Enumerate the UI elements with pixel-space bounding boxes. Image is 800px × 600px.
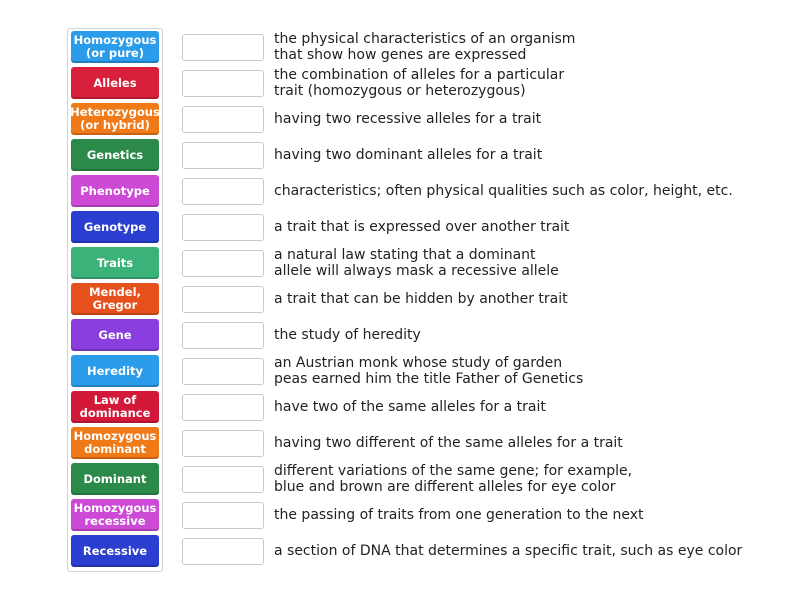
drop-slot-6[interactable] [182, 214, 264, 241]
tile-dominant[interactable]: Dominant [71, 463, 159, 495]
drop-slot-14[interactable] [182, 502, 264, 529]
tile-genetics[interactable]: Genetics [71, 139, 159, 171]
description-line: a section of DNA that determines a specific trait, such as eye color [274, 542, 743, 559]
tile-recessive[interactable]: Recessive [71, 535, 159, 567]
tile-homozygous-dominant[interactable]: Homozygous dominant [71, 427, 159, 459]
description-13 [274, 461, 784, 497]
tile-alleles[interactable]: Alleles [71, 67, 159, 99]
tile-mendel-gregor[interactable]: Mendel, Gregor [71, 283, 159, 315]
description-line: a natural law stating that a dominant [274, 246, 536, 263]
description-line: the passing of traits from one generation to the next [274, 506, 644, 523]
description-3 [274, 101, 784, 137]
description-line: that show how genes are expressed [274, 47, 527, 63]
drop-slot-12[interactable] [182, 430, 264, 457]
description-line: trait (homozygous or heterozygous) [274, 83, 526, 99]
tile-genotype[interactable]: Genotype [71, 211, 159, 243]
tile-traits[interactable]: Traits [71, 247, 159, 279]
tile-heterozygous-or-hybrid[interactable]: Heterozygous (or hybrid) [71, 103, 159, 135]
description-line: peas earned him the title Father of Genetics [274, 371, 584, 387]
description-line: a trait that is expressed over another trait [274, 218, 570, 235]
tile-homozygous-recessive[interactable]: Homozygous recessive [71, 499, 159, 531]
description-line: the study of heredity [274, 326, 421, 343]
tile-heredity[interactable]: Heredity [71, 355, 159, 387]
description-line: blue and brown are different alleles for eye color [274, 479, 616, 495]
description-line: characteristics; often physical qualities such as color, height, etc. [274, 182, 733, 199]
drop-slot-10[interactable] [182, 358, 264, 385]
description-6 [274, 209, 784, 245]
description-7 [274, 245, 784, 281]
description-14 [274, 497, 784, 533]
description-4 [274, 137, 784, 173]
description-line: the combination of alleles for a particular [274, 66, 565, 83]
description-line: allele will always mask a recessive allele [274, 263, 559, 279]
description-line: have two of the same alleles for a trait [274, 398, 546, 415]
description-line: having two recessive alleles for a trait [274, 110, 542, 127]
tile-phenotype[interactable]: Phenotype [71, 175, 159, 207]
drop-slot-5[interactable] [182, 178, 264, 205]
description-15 [274, 533, 784, 569]
description-11 [274, 389, 784, 425]
description-1 [274, 29, 784, 65]
description-9 [274, 317, 784, 353]
drop-slot-15[interactable] [182, 538, 264, 565]
description-line: having two different of the same alleles for a trait [274, 434, 623, 451]
description-12 [274, 425, 784, 461]
drop-slot-13[interactable] [182, 466, 264, 493]
drop-slot-2[interactable] [182, 70, 264, 97]
description-2 [274, 65, 784, 101]
tile-homozygous-or-pure[interactable]: Homozygous (or pure) [71, 31, 159, 63]
description-5 [274, 173, 784, 209]
description-8 [274, 281, 784, 317]
description-10 [274, 353, 784, 389]
tile-gene[interactable]: Gene [71, 319, 159, 351]
drop-slot-7[interactable] [182, 250, 264, 277]
tile-law-of-dominance[interactable]: Law of dominance [71, 391, 159, 423]
drop-slot-11[interactable] [182, 394, 264, 421]
description-line: the physical characteristics of an organism [274, 30, 576, 47]
description-line: different variations of the same gene; for example, [274, 462, 633, 479]
description-line: a trait that can be hidden by another trait [274, 290, 568, 307]
drop-slot-4[interactable] [182, 142, 264, 169]
drop-slot-9[interactable] [182, 322, 264, 349]
drop-slot-1[interactable] [182, 34, 264, 61]
drop-slot-3[interactable] [182, 106, 264, 133]
description-line: having two dominant alleles for a trait [274, 146, 543, 163]
drop-slot-8[interactable] [182, 286, 264, 313]
description-line: an Austrian monk whose study of garden [274, 354, 563, 371]
